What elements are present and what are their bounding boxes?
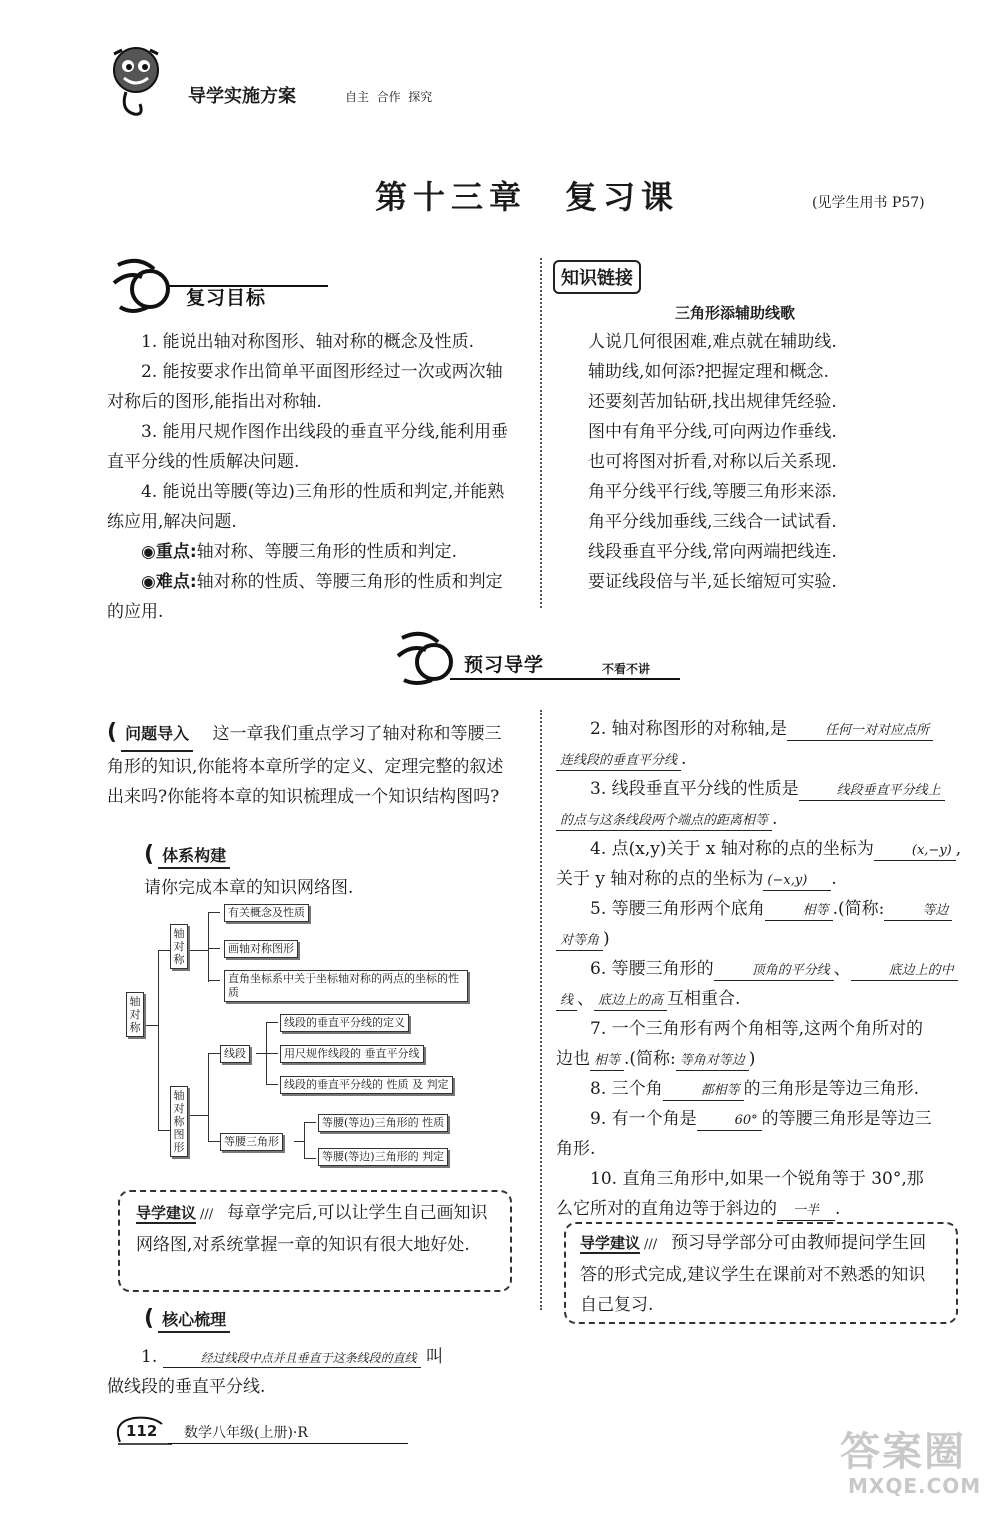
tree-branch-figure: 轴对称图形 (170, 1086, 188, 1157)
tip-text: 每章学完后,可以让学生自己画知识网络图,对系统掌握一章的知识有很大地好处. (136, 1203, 488, 1255)
slash-icon: /// (200, 1207, 214, 1222)
review-goals-title: 复习目标 (186, 287, 267, 309)
mascot-logo (100, 40, 172, 120)
paren-icon: ( (107, 720, 118, 745)
answer-blank: 等角对等边 (676, 1052, 749, 1071)
song-line: 也可将图对折看,对称以后关系现. (588, 452, 837, 472)
answer-blank: 顶角的平分线 (714, 962, 834, 981)
answer-blank: 线 (556, 992, 577, 1011)
answer-blank: 底边上的高 (594, 992, 667, 1011)
header-title: 导学实施方案 (188, 86, 296, 107)
page-number: 112 (126, 1422, 158, 1440)
song-lines (588, 327, 888, 597)
difficult-label: ◉难点: (141, 572, 197, 592)
slash-icon: /// (644, 1237, 658, 1252)
goal-item: 1. 能说出轴对称图形、轴对称的概念及性质. (141, 332, 475, 352)
intro-section (107, 718, 517, 812)
answer-blank: 线段垂直平分线上 (799, 782, 945, 801)
tree-leaf: 有关概念及性质 (224, 904, 309, 922)
tip-content (136, 1198, 496, 1260)
knowledge-tree (120, 900, 520, 1180)
core-heading (144, 1306, 230, 1333)
chapter-ref: (见学生用书 P57) (812, 195, 925, 211)
book-title: 数学八年级(上册)·R (184, 1425, 308, 1441)
system-label: 体系构建 (158, 843, 230, 869)
difficult-text: 轴对称的性质、等腰三角形的性质和判定的应用. (107, 572, 503, 622)
song-line: 角平分线平行线,等腰三角形来添. (588, 482, 837, 502)
watermark-url: MXQE.COM (848, 1474, 982, 1498)
answer-blank: 经过线段中点并且垂直于这条线段的直线 (163, 1349, 421, 1368)
intro-label: 问题导入 (121, 719, 193, 752)
tree-leaf: 线段的垂直平分线的定义 (280, 1014, 409, 1032)
answer-blank: 的点与这条线段两个端点的距离相等 (556, 812, 772, 831)
tip-text: 预习导学部分可由教师提问学生回答的形式完成,建议学生在课前对不熟悉的知识自己复习. (580, 1233, 927, 1315)
song-line: 角平分线加垂线,三线合一试试看. (588, 512, 837, 532)
answer-blank: 相等 (765, 902, 833, 921)
column-divider (540, 710, 542, 1310)
tree-leaf: 画轴对称图形 (224, 940, 298, 958)
goal-item: 4. 能说出等腰(等边)三角形的性质和判定,并能熟练应用,解决问题. (107, 482, 505, 532)
answer-blank: 都相等 (663, 1082, 744, 1101)
answer-blank: 连线段的垂直平分线 (556, 752, 681, 771)
answer-blank: 对等角 (556, 932, 603, 951)
preview-subtitle: 不看不讲 (602, 662, 651, 676)
intro-text: 这一章我们重点学习了轴对称和等腰三角形的知识,你能将本章所学的定义、定理完整的叙述出来吗?你能将本章的知识梳理成一个知识结构图吗? (107, 724, 504, 807)
tree-root: 轴对称 (126, 992, 144, 1037)
key-label: ◉重点: (141, 542, 197, 562)
goal-item: 2. 能按要求作出简单平面图形经过一次或两次轴对称后的图形,能指出对称轴. (107, 362, 503, 412)
answer-blank: (x,−y) (874, 842, 956, 861)
tree-leaf: 线段的垂直平分线的 性质 及 判定 (280, 1076, 453, 1094)
song-line: 图中有角平分线,可向两边作垂线. (588, 422, 837, 442)
preview-banner (392, 628, 682, 688)
answer-blank: 底边上的中 (851, 962, 958, 981)
tree-leaf: 直角坐标系中关于坐标轴对称的两点的坐标的性质 (224, 970, 468, 1002)
header-subtitle: 自主 合作 探究 (345, 90, 433, 104)
core-label: 核心梳理 (158, 1307, 230, 1333)
knowledge-link-label: 知识链接 (553, 260, 641, 294)
column-divider (540, 258, 542, 608)
song-line: 要证线段倍与半,延长缩短可实验. (588, 572, 837, 592)
answer-blank: 相等 (590, 1052, 624, 1071)
core-q1: 1. 经过线段中点并且垂直于这条线段的直线 叫 做线段的垂直平分线. (107, 1347, 444, 1397)
paren-icon: ( (144, 842, 155, 867)
goal-item: 3. 能用尺规作图作出线段的垂直平分线,能利用垂直平分线的性质解决问题. (107, 422, 509, 472)
tree-leaf: 等腰(等边)三角形的 判定 (318, 1148, 448, 1166)
answer-blank: 等边 (884, 902, 952, 921)
review-goals-body (107, 327, 517, 627)
key-text: 轴对称、等腰三角形的性质和判定. (196, 542, 458, 562)
song-line: 线段垂直平分线,常向两端把线连. (588, 542, 837, 562)
answer-blank: 60° (697, 1112, 762, 1131)
answer-blank: (−x,y) (763, 872, 831, 891)
tree-leaf: 用尺规作线段的 垂直平分线 (280, 1045, 424, 1063)
chapter-title: 第十三章 复习课 (375, 178, 680, 216)
answer-blank: 一半 (777, 1202, 835, 1221)
song-line: 还要刻苦加钻研,找出规律凭经验. (588, 392, 837, 412)
song-title: 三角形添辅助线歌 (674, 304, 795, 322)
tip-label: 导学建议 (580, 1234, 641, 1252)
right-questions: 2. 轴对称图形的对称轴,是 任何一对对应点所 连线段的垂直平分线 . 3. 线段垂直平分线的性质是 线段垂直平分线上 的点与这条线段两个端点的距离相等 . 4. 点(x,y)关于 x 轴对称的点的坐标为 (x,−y) , 关于 y 轴对称的点的坐标为 (−x,y) . 5. 等腰三角形两个底角 相等 .(简称: 等边 对等角 ) 6. 等腰三角形的 顶角的平分线 、 底边上的中 线 、 底边上的高 互相重合. 7. 一个三角形有两个角相等,这两个角所对的 边也 相等 .(简称: 等角对等边 ) 8. 三个角 都相等 的三角形是等边三角形. 9. 有一个角是 60° 的等腰三角形是等边三 角形. 10. 直角三角形中,如果一个锐角等于 30°,那 么它所对的直角边等于斜边的 一半 . (556, 719, 962, 1219)
system-prompt: 请你完成本章的知识网络图. (144, 878, 354, 898)
footer (112, 1412, 412, 1448)
key-point (107, 537, 517, 567)
review-goals-banner (108, 255, 328, 317)
song-line: 人说几何很困难,难点就在辅助线. (588, 332, 837, 352)
answer-blank: 任何一对对应点所 (787, 722, 933, 741)
tree-branch-axis: 轴对称 (170, 924, 188, 969)
preview-title: 预习导学 (464, 654, 545, 676)
tip-content (580, 1228, 942, 1320)
paren-icon: ( (144, 1306, 155, 1331)
watermark-logo: 答案圈 (840, 1429, 966, 1475)
tree-leaf: 等腰(等边)三角形的 性质 (318, 1114, 448, 1132)
song-line: 辅助线,如何添?把握定理和概念. (588, 362, 829, 382)
tip-label: 导学建议 (136, 1204, 197, 1222)
tree-node-segment: 线段 (220, 1045, 250, 1063)
tree-node-triangle: 等腰三角形 (220, 1133, 283, 1151)
difficult-point (107, 567, 517, 627)
system-heading (144, 842, 230, 869)
